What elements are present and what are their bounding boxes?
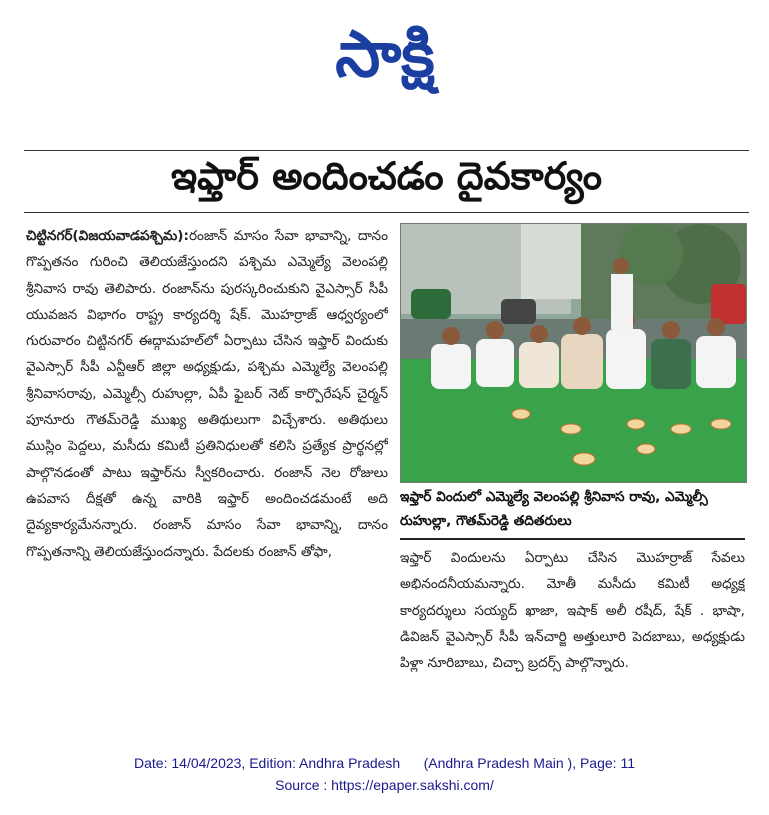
headline-bottom-rule [24, 212, 749, 213]
photo-caption: ఇఫ్తార్‌ విందులో ఎమ్మెల్యే వెలంపల్లి శ్రీనివాస రావు, ఎమ్మెల్సీ రుహుల్లా, గౌతమ్‌రెడ్డి తదితరులు [400, 489, 708, 529]
article-body-left [26, 223, 388, 723]
dateline: చిట్టినగర్‌(విజయవాడపశ్చిమ): [26, 228, 189, 244]
caption-rule [400, 538, 745, 540]
masthead-logo [0, 14, 769, 94]
footer-line-1 [0, 752, 769, 774]
article-body-right: ఇఫ్తార్‌ విందులను ఏర్పాటు చేసిన మొహర్రాజ్‌ సేవలు అభినందనీయమన్నారు. మోతీ మసీదు కమిటీ అధ్యక్ష కార్యదర్శులు సయ్యద్‌ ఖాజా, ఇషాక్‌ అలీ రషీద్‌, షేక్‌ . భాషా, డివిజన్‌ వైఎస్సార్‌ సీపీ ఇన్‌చార్జి అత్తులూరి పెదబాబు, అధ్యక్షుడు పిళ్లా నూరిబాబు, చిచ్చా బ్రదర్స్‌ పాల్గొన్నారు. [400, 550, 745, 672]
sakshi-logo [255, 14, 515, 94]
article-photo [400, 223, 747, 483]
footer-date-edition: Date: 14/04/2023, Edition: Andhra Pradesh [134, 755, 401, 771]
headline-top-rule [24, 150, 749, 151]
iftar-photo [401, 224, 746, 482]
body-left-text: రంజాన్‌ మాసం సేవా భావాన్ని, దానం గొప్పతనం గురించి తెలియజేస్తుందని పశ్చిమ ఎమ్మెల్యే వెలంపల్లి శ్రీనివాస రావు తెలిపారు. రంజాన్‌ను పురస్కరించుకుని వైఎస్సార్‌ సీపీ యువజన విభాగం రాష్ట్ర కార్యదర్శి షేక్‌. మొహర్రాజ్‌ ఆధ్వర్యంలో గురువారం చిట్టినగర్‌ ఈద్గామహల్‌లో ఏర్పాటు చేసిన ఇఫ్తార్‌ విందుకు వైఎస్సార్‌ సీపీ ఎన్టీఆర్‌ జిల్లా అధ్యక్షుడు, పశ్చిమ ఎమ్మెల్యే వెలంపల్లి శ్రీనివాసరావు, ఎమ్మెల్సీ రుహుల్లా, ఏపీ ఫైబర్‌ నెట్‌ కార్పొరేషన్‌ చైర్మన్‌ పూనూరు గౌతమ్‌రెడ్డి ముఖ్య అతిథులుగా విచ్చేశారు. అతిథులు ముస్లిం పెద్దలు, మసీదు కమిటీ ప్రతినిధులతో కలిసి ప్రత్యేక ప్రార్థనల్లో పాల్గొనడంతో పాటు ఇఫ్తార్‌ను స్వీకరించారు. రంజాన్‌ నెల రోజులు ఉపవాస దీక్షతో ఉన్న వారికి ఇఫ్తార్‌ అందించడమంటే అది దైవ్యకార్యమేనన్నారు. రంజాన్‌ మాసం సేవా భావాన్ని, దానం గొప్పతనాన్ని తెలియజేస్తుందన్నారు. పేదలకు రంజాన్‌ తోఫా, [26, 228, 388, 560]
footer-edition-page: (Andhra Pradesh Main ), Page: 11 [423, 755, 635, 771]
headline: ఇఫ్తార్‌ అందించడం దైవకార్యం [171, 154, 602, 198]
footer-source: Source : https://epaper.sakshi.com/ [275, 777, 494, 793]
logo-text: సాక్షి [334, 18, 435, 92]
page-footer [0, 752, 769, 802]
